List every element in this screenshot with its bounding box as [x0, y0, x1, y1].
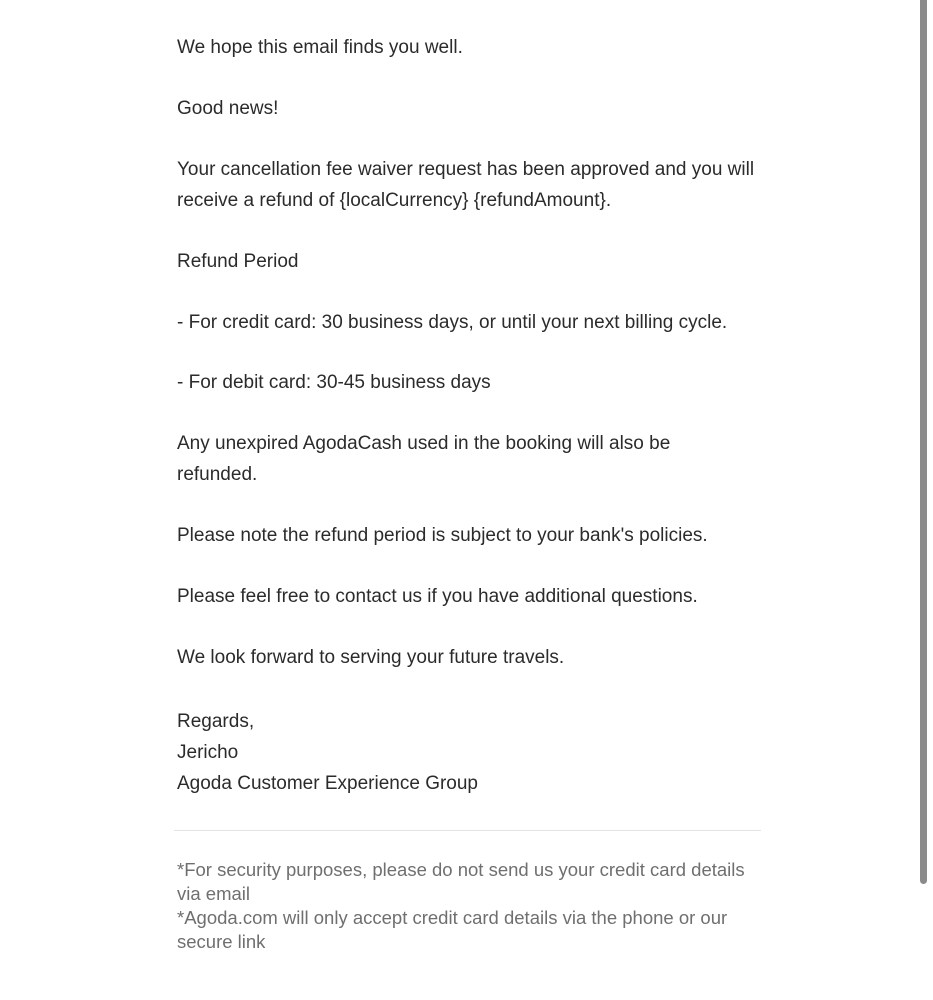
signature-name: Jericho: [177, 742, 239, 763]
approval-paragraph: Your cancellation fee waiver request has been approved and you will receive a refund of {localCurrency} {refundAmount}.: [177, 159, 755, 211]
scrollbar-thumb[interactable]: [920, 0, 927, 884]
debit-card-period: - For debit card: 30-45 business days: [177, 372, 491, 393]
security-footer: [177, 858, 757, 954]
greeting-line: We hope this email finds you well.: [177, 37, 463, 58]
contact-line: Please feel free to contact us if you have additional questions.: [177, 586, 698, 607]
agodacash-paragraph: Any unexpired AgodaCash used in the booking will also be refunded.: [177, 433, 671, 485]
bank-policy-line: Please note the refund period is subject to your bank's policies.: [177, 525, 708, 546]
closing-line: We look forward to serving your future travels.: [177, 647, 565, 668]
refund-period-heading: Refund Period: [177, 251, 299, 272]
accept-note: *Agoda.com will only accept credit card details via the phone or our secure link: [177, 907, 728, 952]
signature-team: Agoda Customer Experience Group: [177, 773, 478, 794]
footer-divider: [174, 830, 761, 831]
credit-card-period: - For credit card: 30 business days, or until your next billing cycle.: [177, 312, 728, 333]
security-note: *For security purposes, please do not send us your credit card details via email: [177, 859, 745, 904]
good-news-line: Good news!: [177, 98, 279, 119]
signature-regards: Regards,: [177, 711, 255, 732]
